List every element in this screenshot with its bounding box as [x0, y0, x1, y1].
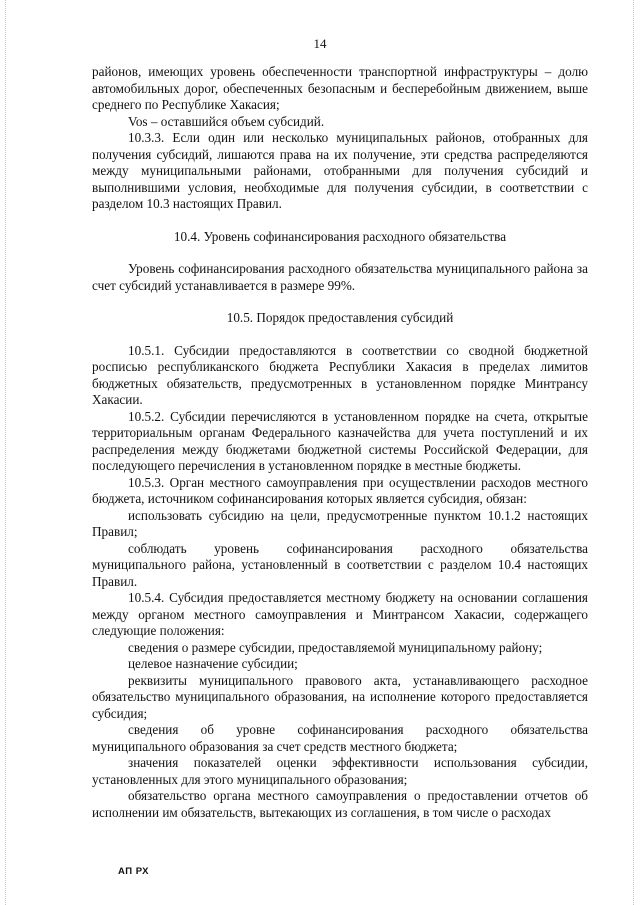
page-edge-right: [633, 0, 635, 905]
paragraph-item-reports: обязательство органа местного самоуправления о предоставлении отчетов об исполнении им обязательств, вытекающих из соглашения, в том числе о расходах: [92, 788, 588, 820]
paragraph-item-cofinance-info: сведения об уровне софинансирования расходного обязательства муниципального образования за счет средств местного бюджета;: [92, 722, 588, 754]
document-body: [92, 64, 588, 821]
footer-mark: АП РХ: [118, 866, 150, 877]
paragraph-10-5-3: 10.5.3. Орган местного самоуправления при осуществлении расходов местного бюджета, источником софинансирования которых является субсидия, обязан:: [92, 474, 588, 506]
paragraph-item-indicators: значения показателей оценки эффективности использования субсидии, установленных для этого муниципального образования;: [92, 755, 588, 787]
paragraph-cofinancing-level: Уровень софинансирования расходного обязательства муниципального района за счет субсидий устанавливается в размере 99%.: [92, 261, 588, 293]
page-edge-left: [5, 0, 7, 905]
section-heading-10-4: 10.4. Уровень софинансирования расходного обязательства: [173, 228, 507, 244]
paragraph-10-5-2: 10.5.2. Субсидии перечисляются в установленном порядке на счета, открытые территориальным органам Федерального казначейства для учета поступлений и их распределения между бюджетами бюджетной системы Российской Федерации, для последующего перечисления в установленном порядке в местные бюджеты.: [92, 408, 588, 473]
page-number: 14: [313, 36, 327, 51]
paragraph-item-purpose: целевое назначение субсидии;: [128, 656, 298, 671]
paragraph-obligation-cofinance: соблюдать уровень софинансирования расходного обязательства муниципального района, установленный в соответствии с разделом 10.4 настоящих Правил.: [92, 540, 588, 589]
paragraph-item-subsidy-size: сведения о размере субсидии, предоставляемой муниципальному району;: [128, 639, 543, 655]
paragraph-item-legal-act: реквизиты муниципального правового акта, устанавливающего расходное обязательство муниципального образования, на исполнение которого предоставляется субсидия;: [92, 672, 588, 721]
paragraph-10-5-1: 10.5.1. Субсидии предоставляются в соответствии со сводной бюджетной росписью республиканского бюджета Республики Хакасия в пределах лимитов бюджетных обязательств, предусмотренных в установленном порядке Минтрансу Хакасии.: [92, 342, 588, 407]
paragraph-continuation: районов, имеющих уровень обеспеченности транспортной инфраструктуры – долю автомобильных дорог, обеспеченных безопасным и бесперебойным движением, выше среднего по Республике Хакасия;: [92, 64, 588, 112]
section-heading-10-5: 10.5. Порядок предоставления субсидий: [226, 310, 454, 325]
paragraph-10-5-4: 10.5.4. Субсидия предоставляется местному бюджету на основании соглашения между органом местного самоуправления и Минтрансом Хакасии, содержащего следующие положения:: [92, 590, 588, 638]
paragraph-obligation-use: использовать субсидию на цели, предусмотренные пунктом 10.1.2 настоящих Правил;: [92, 507, 588, 539]
paragraph-10-3-3: 10.3.3. Если один или несколько муниципальных районов, отобранных для получения субсидий, лишаются права на их получение, эти средства распределяются между муниципальными районами, отобранными для получения субсидий и выполнившими условия, необходимые для получения субсидии, в соответствии с разделом 10.3 настоящих Правил.: [92, 130, 588, 211]
paragraph-vos-definition: Vos – оставшийся объем субсидий.: [128, 113, 325, 129]
